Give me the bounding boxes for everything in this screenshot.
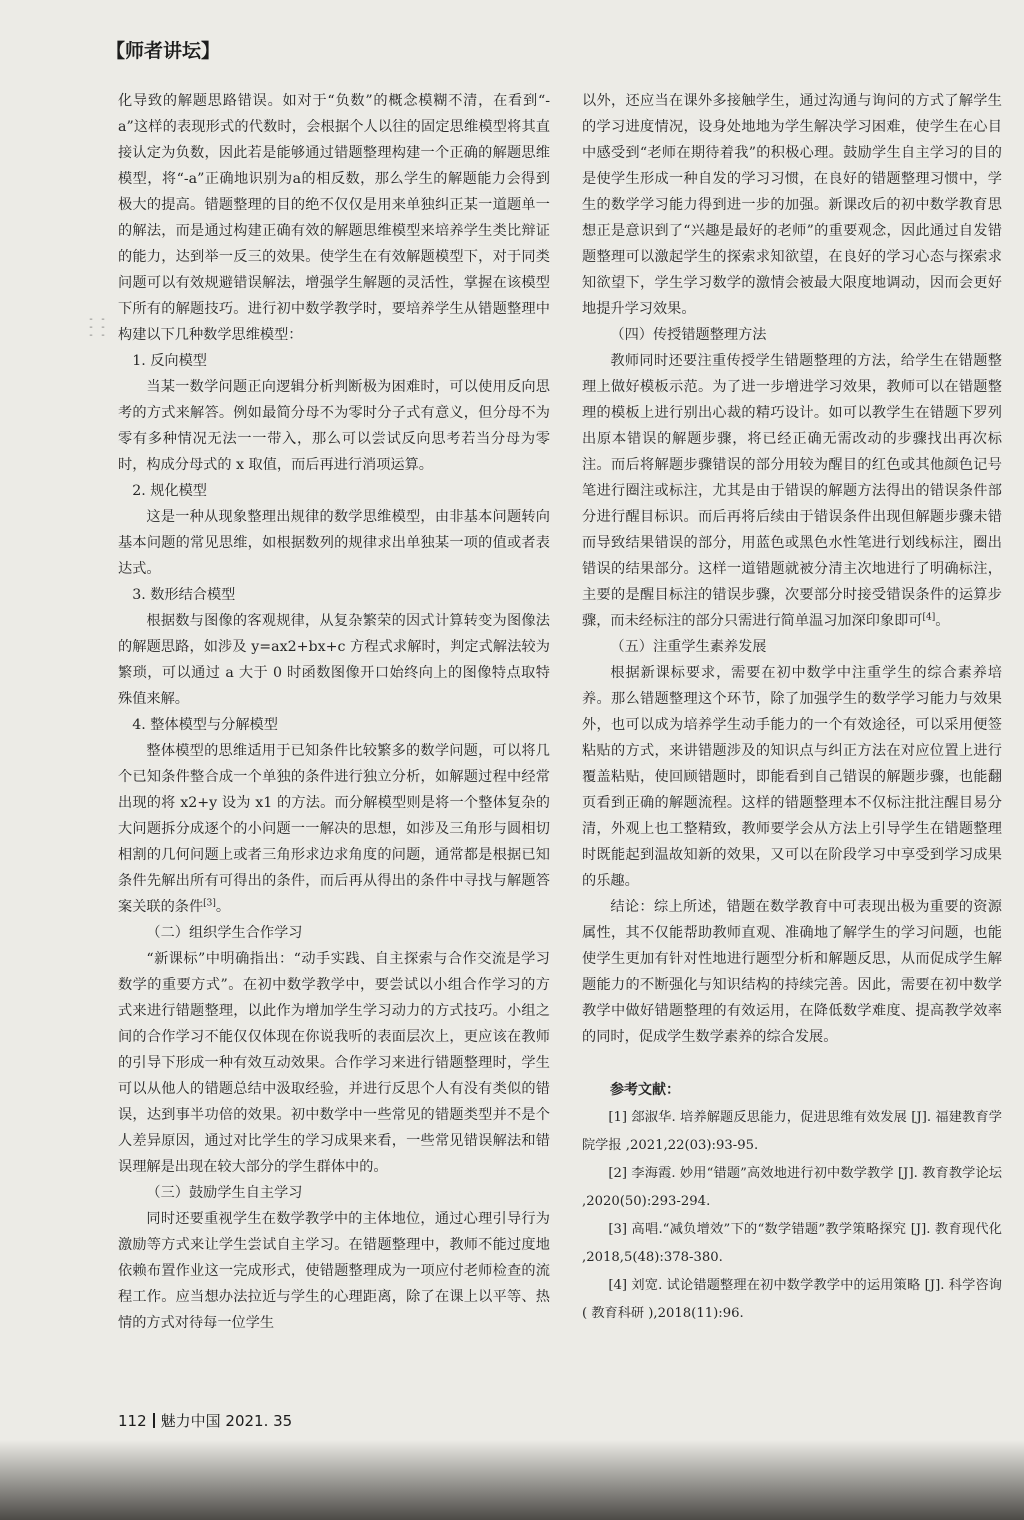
- paragraph-text: 2. 规化模型: [132, 483, 207, 499]
- paragraph: [582, 660, 1002, 894]
- paragraph: [582, 88, 1002, 322]
- references-title: 参考文献：: [610, 1082, 680, 1098]
- paragraph-text: 当某一数学问题正向逻辑分析判断极为困难时，可以使用反向思考的方式来解答。例如最简分母不为零时分子式有意义，但分母不为零有多种情况无法一一带入，那么可以尝试反向思考若当分母为零时，构成分母式的 x 取值，而后再进行消项运算。: [118, 379, 550, 473]
- paragraph-text: 以外，还应当在课外多接触学生，通过沟通与询问的方式了解学生的学习进度情况，设身处地地为学生解决学习困难，使学生在心目中感受到“老师在期待着我”的积极心理。鼓励学生自主学习的目的是使学生形成一种自发的学习习惯，在良好的错题整理习惯中，学生的数学学习能力得到进一步的加强。新课改后的初中数学教育思想正是意识到了“兴趣是最好的老师”的重要观念，因此通过自发错题整理可以激起学生的探索求知欲望，在良好的学习心态与探索求知欲望下，学生学习数学的激情会被最大限度地调动，因而会更好地提升学习效果。: [582, 93, 1002, 317]
- paragraph-text: 整体模型的思维适用于已知条件比较繁多的数学问题，可以将几个已知条件整合成一个单独的条件进行独立分析，如解题过程中经常出现的将 x2+y 设为 x1 的方法。而分解模型则是将一个整体复杂的大问题拆分成逐个的小问题一一解决的思想，如涉及三角形与圆相切相割的几何问题上或者三角形求边求角度的问题，通常都是根据已知条件先解出所有可得出的条件，而后再从得出的条件中寻找与解题答案关联的条件: [118, 743, 550, 915]
- page-number: 112: [118, 1412, 147, 1430]
- journal-issue: 魅力中国 2021. 35: [160, 1412, 293, 1430]
- subsection-heading: [118, 582, 550, 608]
- section-heading: [118, 920, 550, 946]
- reference-item: [3] 高唱.“减负增效”下的“数学错题”教学策略探究 [J]. 教育现代化 ,2018,5(48):378-380.: [582, 1222, 1002, 1265]
- section-heading: [118, 1180, 550, 1206]
- right-column-body: [582, 88, 1002, 1050]
- reference-item: [4] 刘宽. 试论错题整理在初中数学教学中的运用策略 [J]. 科学咨询 ( 教育科研 ),2018(11):96.: [582, 1278, 1002, 1321]
- paragraph-text: “新课标”中明确指出：“动手实践、自主探索与合作交流是学习数学的重要方式”。在初中数学教学中，要尝试以小组合作学习的方式来进行错题整理，以此作为增加学生学习动力的方式技巧。小组之间的合作学习不能仅仅体现在你说我听的表面层次上，更应该在教师的引导下形成一种有效互动效果。合作学习来进行错题整理时，学生可以从他人的错题总结中汲取经验，并进行反思个人有没有类似的错误，达到事半功倍的效果。初中数学中一些常见的错题类型并不是个人差异原因，通过对比学生的学习成果来看，一些常见错误解法和错误理解是出现在较大部分的学生群体中的。: [118, 951, 550, 1175]
- section-heading: [582, 322, 1002, 348]
- paragraph: [118, 504, 550, 582]
- paragraph-text: 这是一种从现象整理出规律的数学思维模型，由非基本问题转向基本问题的常见思维，如根据数列的规律求出单独某一项的值或者表达式。: [118, 509, 550, 577]
- reference-item: [2] 李海霞. 妙用“错题”高效地进行初中数学教学 [J]. 教育教学论坛 ,2020(50):293-294.: [582, 1166, 1002, 1209]
- right-column: [582, 88, 1002, 1328]
- paragraph-text: 1. 反向模型: [132, 353, 207, 369]
- paragraph-text: （三）鼓励学生自主学习: [146, 1185, 303, 1201]
- reference-item: [1] 郐淑华. 培养解题反思能力，促进思维有效发展 [J]. 福建教育学院学报 ,2021,22(03):93-95.: [582, 1110, 1002, 1153]
- left-column: [118, 88, 550, 1336]
- paragraph: [582, 348, 1002, 634]
- paragraph-text: （二）组织学生合作学习: [146, 925, 303, 941]
- paragraph-text: 同时还要重视学生在数学教学中的主体地位，通过心理引导行为激励等方式来让学生尝试自主学习。在错题整理中，教师不能过度地依赖布置作业这一完成形式，使错题整理成为一项应付老师检查的流程工作。应当想办法拉近与学生的心理距离，除了在课上以平等、热情的方式对待每一位学生: [118, 1211, 550, 1331]
- paragraph-text: 根据新课标要求，需要在初中数学中注重学生的综合素养培养。那么错题整理这个环节，除了加强学生的数学学习能力与效果外，也可以成为培养学生动手能力的一个有效途径，可以采用便签粘贴的方式，来讲错题涉及的知识点与纠正方法在对应位置上进行覆盖粘贴，使回顾错题时，即能看到自己错误的解题步骤，也能翻页看到正确的解题流程。这样的错题整理本不仅标注批注醒目易分清，外观上也工整精致，教师要学会从方法上引导学生在错题整理时既能起到温故知新的效果，又可以在阶段学习中享受到学习成果的乐趣。: [582, 665, 1002, 889]
- paragraph: [582, 894, 1002, 1050]
- scan-shadow: [0, 1440, 1024, 1520]
- page-footer: [118, 1410, 292, 1431]
- reference-list: [582, 1104, 1002, 1328]
- paragraph: [118, 608, 550, 712]
- paragraph-text: 4. 整体模型与分解模型: [132, 717, 278, 733]
- footer-divider: [153, 1413, 155, 1428]
- paragraph: [118, 946, 550, 1180]
- paragraph-text: 根据数与图像的客观规律，从复杂繁荣的因式计算转变为图像法的解题思路，如涉及 y=ax2+bx+c 方程式求解时，判定式解法较为繁琐，可以通过 a 大于 0 时函数图像开口始终向上的图像特点取特殊值来解。: [118, 613, 550, 707]
- paragraph: [118, 374, 550, 478]
- subsection-heading: [118, 712, 550, 738]
- paragraph-text: （五）注重学生素养发展: [610, 639, 767, 655]
- paragraph-text: 结论：综上所述，错题在数学教育中可表现出极为重要的资源属性，其不仅能帮助教师直观、准确地了解学生的学习问题，也能使学生更加有针对性地进行题型分析和解题反思，从而促成学生解题能力的不断强化与知识结构的持续完善。因此，需要在初中数学教学中做好错题整理的有效运用，在降低数学难度、提高教学效率的同时，促成学生数学素养的综合发展。: [582, 899, 1002, 1045]
- margin-marks: - - - - - -: [88, 314, 107, 341]
- citation-marker: [3]: [203, 898, 216, 909]
- citation-marker: [4]: [922, 612, 936, 623]
- paragraph: [118, 738, 550, 920]
- references: [582, 1076, 1002, 1328]
- subsection-heading: [118, 478, 550, 504]
- paragraph-text: 教师同时还要注重传授学生错题整理的方法，给学生在错题整理上做好模板示范。为了进一步增进学习效果，教师可以在错题整理的模板上进行别出心裁的精巧设计。如可以教学生在错题下罗列出原本错误的解题步骤，将已经正确无需改动的步骤找出再次标注。而后将解题步骤错误的部分用较为醒目的红色或其他颜色记号笔进行圈注或标注，尤其是由于错误的解题方法得出的错误条件部分进行醒目标识。而后再将后续由于错误条件出现但解题步骤未错而导致结果错误的部分，用蓝色或黑色水性笔进行划线标注，圈出错误的结果部分。这样一道错题就被分清主次地进行了明确标注，主要的是醒目标注的错误步骤，次要部分时接受错误条件的运算步骤，而未经标注的部分只需进行简单温习加深印象即可: [582, 353, 1002, 629]
- paragraph-tail: 。: [215, 899, 231, 915]
- paragraph-tail: 。: [935, 613, 950, 629]
- paragraph-text: （四）传授错题整理方法: [610, 327, 767, 343]
- section-heading: [582, 634, 1002, 660]
- paragraph-text: 化导致的解题思路错误。如对于“负数”的概念模糊不清，在看到“-a”这样的表现形式的代数时，会根据个人以往的固定思维模型将其直接认定为负数，因此若是能够通过错题整理构建一个正确的解题思维模型，将“-a”正确地识别为a的相反数，那么学生的解题能力会得到极大的提高。错题整理的目的绝不仅仅是用来单独纠正某一道题单一的解法，而是通过构建正确有效的解题思维模型来培养学生类比辩证的能力，达到举一反三的效果。使学生在有效解题模型下，对于同类问题可以有效规避错误解法，增强学生解题的灵活性，掌握在该模型下所有的解题技巧。进行初中数学教学时，要培养学生从错题整理中构建以下几种数学思维模型：: [118, 93, 550, 343]
- paragraph: [118, 88, 550, 348]
- paragraph: [118, 1206, 550, 1336]
- section-tag: 【师者讲坛】: [106, 40, 221, 62]
- paragraph-text: 3. 数形结合模型: [132, 587, 236, 603]
- subsection-heading: [118, 348, 550, 374]
